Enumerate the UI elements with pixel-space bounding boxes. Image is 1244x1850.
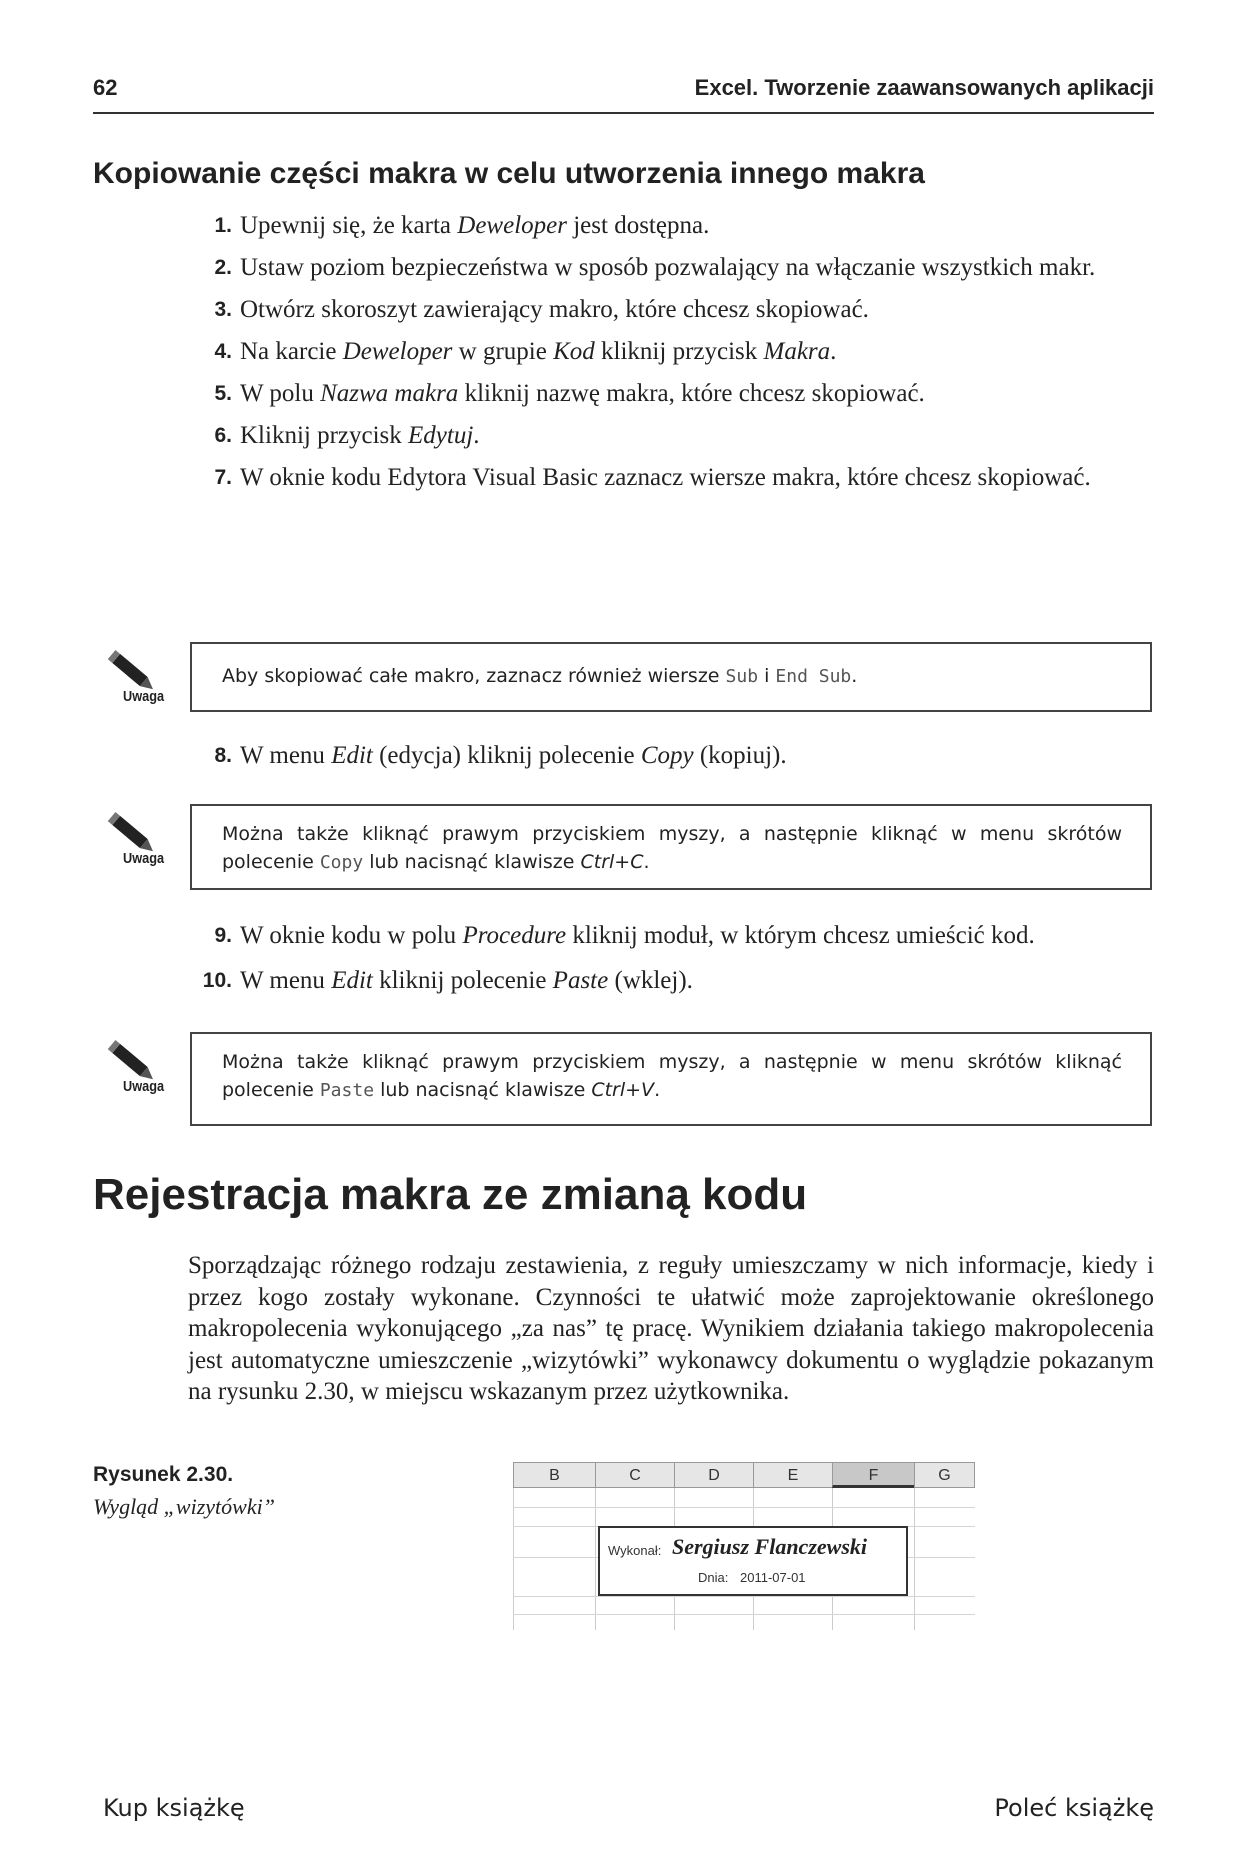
- step-item: [150, 462, 1150, 493]
- text-run: W oknie kodu Edytora Visual Basic zaznacz wiersze makra, które chcesz skopiować.: [240, 464, 1091, 491]
- step-item: [150, 965, 1150, 996]
- card-date: 2011-07-01: [740, 1570, 806, 1585]
- pencil-icon: [90, 1030, 180, 1120]
- text-run: i: [758, 665, 776, 687]
- text-run: (kopiuj).: [693, 742, 787, 769]
- grid-line: [513, 1488, 514, 1630]
- column-header-c: C: [595, 1462, 675, 1488]
- emphasis: Edytuj: [408, 422, 474, 449]
- text-run: Można także kliknąć prawym przyciskiem myszy, a następnie w menu skrótów kliknąć polecenie: [222, 1051, 1122, 1101]
- text-run: W polu: [240, 380, 321, 407]
- step-item: [150, 420, 1150, 451]
- emphasis: Kod: [553, 338, 595, 365]
- text-run: kliknij moduł, w którym chcesz umieścić kod.: [566, 922, 1035, 949]
- step-text: [240, 380, 925, 407]
- step-item: [150, 210, 1150, 241]
- step-text: [240, 422, 480, 449]
- grid-line: [595, 1488, 596, 1630]
- section-title: Kopiowanie części makra w celu utworzenia innego makra: [93, 157, 925, 190]
- note-box: [190, 642, 1152, 712]
- text-run: Ustaw poziom bezpieczeństwa w sposób pozwalający na włączanie wszystkich makr.: [240, 254, 1096, 281]
- text-run: Aby skopiować całe makro, zaznacz również wiersze: [222, 665, 726, 687]
- emphasis: Nazwa makra: [320, 380, 459, 407]
- step-number: 5.: [214, 382, 232, 405]
- running-title: Excel. Tworzenie zaawansowanych aplikacji: [694, 75, 1154, 100]
- body-paragraph: Sporządzając różnego rodzaju zestawienia, z reguły umieszczamy w nich informacje, kiedy i przez kogo zostały wykonane. Czynności te ułatwić może zaprojektowanie określonego makropolecenia wykonującego „za nas” tę pracę. Wynikiem działania takiego makropolecenia jest automatyczne umieszczenie „wizytówki” wykonawcy dokumentu o wyglądzie pokazanym na rysunku 2.30, w miejscu wskazanym przez użytkownika.: [188, 1252, 1154, 1405]
- emphasis: Deweloper: [457, 212, 567, 239]
- note-box: [190, 804, 1152, 890]
- figure-caption: Wygląd „wizytówki”: [93, 1494, 275, 1519]
- emphasis: Makra: [763, 338, 831, 365]
- text-run: Upewnij się, że karta: [240, 212, 458, 239]
- pencil-icon: [90, 640, 180, 730]
- step-item: [150, 378, 1150, 409]
- emphasis: Paste: [552, 967, 609, 994]
- step-text: [240, 742, 787, 769]
- step-number: 2.: [214, 256, 232, 279]
- code-text: Paste: [319, 1080, 375, 1101]
- step-number: 10.: [202, 969, 232, 992]
- code-text: Sub: [725, 666, 759, 687]
- step-number: 9.: [214, 924, 232, 947]
- emphasis: Edit: [331, 742, 373, 769]
- text-run: (wklej).: [608, 967, 693, 994]
- figure-label: Rysunek 2.30.: [93, 1463, 234, 1486]
- step-text: [240, 212, 709, 239]
- step-number: 3.: [214, 298, 232, 321]
- step-text: [240, 464, 1091, 491]
- steps-list-3: [150, 920, 1150, 996]
- grid-line: [513, 1614, 975, 1615]
- page-header: [93, 72, 1154, 114]
- text-run: lub nacisnąć klawisze: [374, 1079, 592, 1101]
- emphasis: Edit: [331, 967, 373, 994]
- text-run: (edycja) kliknij polecenie: [372, 742, 641, 769]
- text-run: lub nacisnąć klawisze: [363, 851, 581, 873]
- text-run: kliknij polecenie: [372, 967, 553, 994]
- steps-list-2: [150, 740, 1150, 771]
- chapter-title: Rejestracja makra ze zmianą kodu: [93, 1170, 808, 1219]
- text-run: W menu: [240, 967, 332, 994]
- text-run: w grupie: [452, 338, 554, 365]
- column-header-b: B: [513, 1462, 596, 1488]
- steps-list-1: [150, 210, 1150, 493]
- text-run: Kliknij przycisk: [240, 422, 409, 449]
- buy-book-link[interactable]: Kup książkę: [103, 1794, 245, 1822]
- card-author-label: Wykonał:: [608, 1543, 662, 1558]
- column-header-f: F: [832, 1462, 915, 1488]
- text-run: kliknij nazwę makra, które chcesz skopiować.: [458, 380, 925, 407]
- step-item: [150, 294, 1150, 325]
- text-run: .: [654, 1079, 661, 1101]
- step-item: [150, 252, 1150, 283]
- recommend-book-link[interactable]: Poleć książkę: [994, 1794, 1154, 1822]
- text-run: Na karcie: [240, 338, 343, 365]
- step-text: [240, 967, 693, 994]
- step-number: 4.: [214, 340, 232, 363]
- step-number: 6.: [214, 424, 232, 447]
- step-text: [240, 254, 1095, 281]
- step-number: 7.: [214, 466, 232, 489]
- page-number: 62: [93, 75, 118, 100]
- emphasis: Copy: [640, 742, 694, 769]
- column-header-g: G: [914, 1462, 975, 1488]
- step-text: [240, 338, 836, 365]
- step-item: [150, 336, 1150, 367]
- step-text: [240, 922, 1035, 949]
- step-item: [150, 920, 1150, 951]
- emphasis: Ctrl+C: [580, 851, 644, 873]
- text-run: kliknij przycisk: [594, 338, 764, 365]
- code-text: Copy: [319, 852, 364, 873]
- column-header-e: E: [753, 1462, 833, 1488]
- card-date-label: Dnia:: [698, 1570, 729, 1585]
- text-run: .: [473, 422, 480, 449]
- grid-line: [914, 1488, 915, 1630]
- text-run: Można także kliknąć prawym przyciskiem myszy, a następnie kliknąć w menu skrótów polecenie: [222, 823, 1122, 873]
- code-text: End Sub: [775, 666, 852, 687]
- text-run: .: [851, 665, 858, 687]
- step-number: 1.: [214, 214, 232, 237]
- figure-spreadsheet: [513, 1462, 975, 1630]
- grid-line: [513, 1596, 975, 1597]
- step-number: 8.: [214, 744, 232, 767]
- text-run: W menu: [240, 742, 332, 769]
- emphasis: Ctrl+V: [591, 1079, 655, 1101]
- step-item: [150, 740, 1150, 771]
- step-text: [240, 296, 869, 323]
- column-header-d: D: [674, 1462, 754, 1488]
- emphasis: Procedure: [462, 922, 567, 949]
- text-run: .: [830, 338, 837, 365]
- pencil-icon: [90, 802, 180, 892]
- text-run: Otwórz skoroszyt zawierający makro, które chcesz skopiować.: [240, 296, 869, 323]
- emphasis: Deweloper: [342, 338, 453, 365]
- card-author-name: Sergiusz Flanczewski: [672, 1534, 867, 1559]
- note-label: Uwaga: [123, 850, 165, 867]
- note-box: [190, 1032, 1152, 1126]
- text-run: jest dostępna.: [566, 212, 710, 239]
- text-run: .: [643, 851, 650, 873]
- text-run: W oknie kodu w polu: [240, 922, 463, 949]
- note-label: Uwaga: [123, 688, 165, 705]
- business-card: [598, 1526, 908, 1596]
- note-label: Uwaga: [123, 1078, 165, 1095]
- grid-line: [513, 1507, 975, 1508]
